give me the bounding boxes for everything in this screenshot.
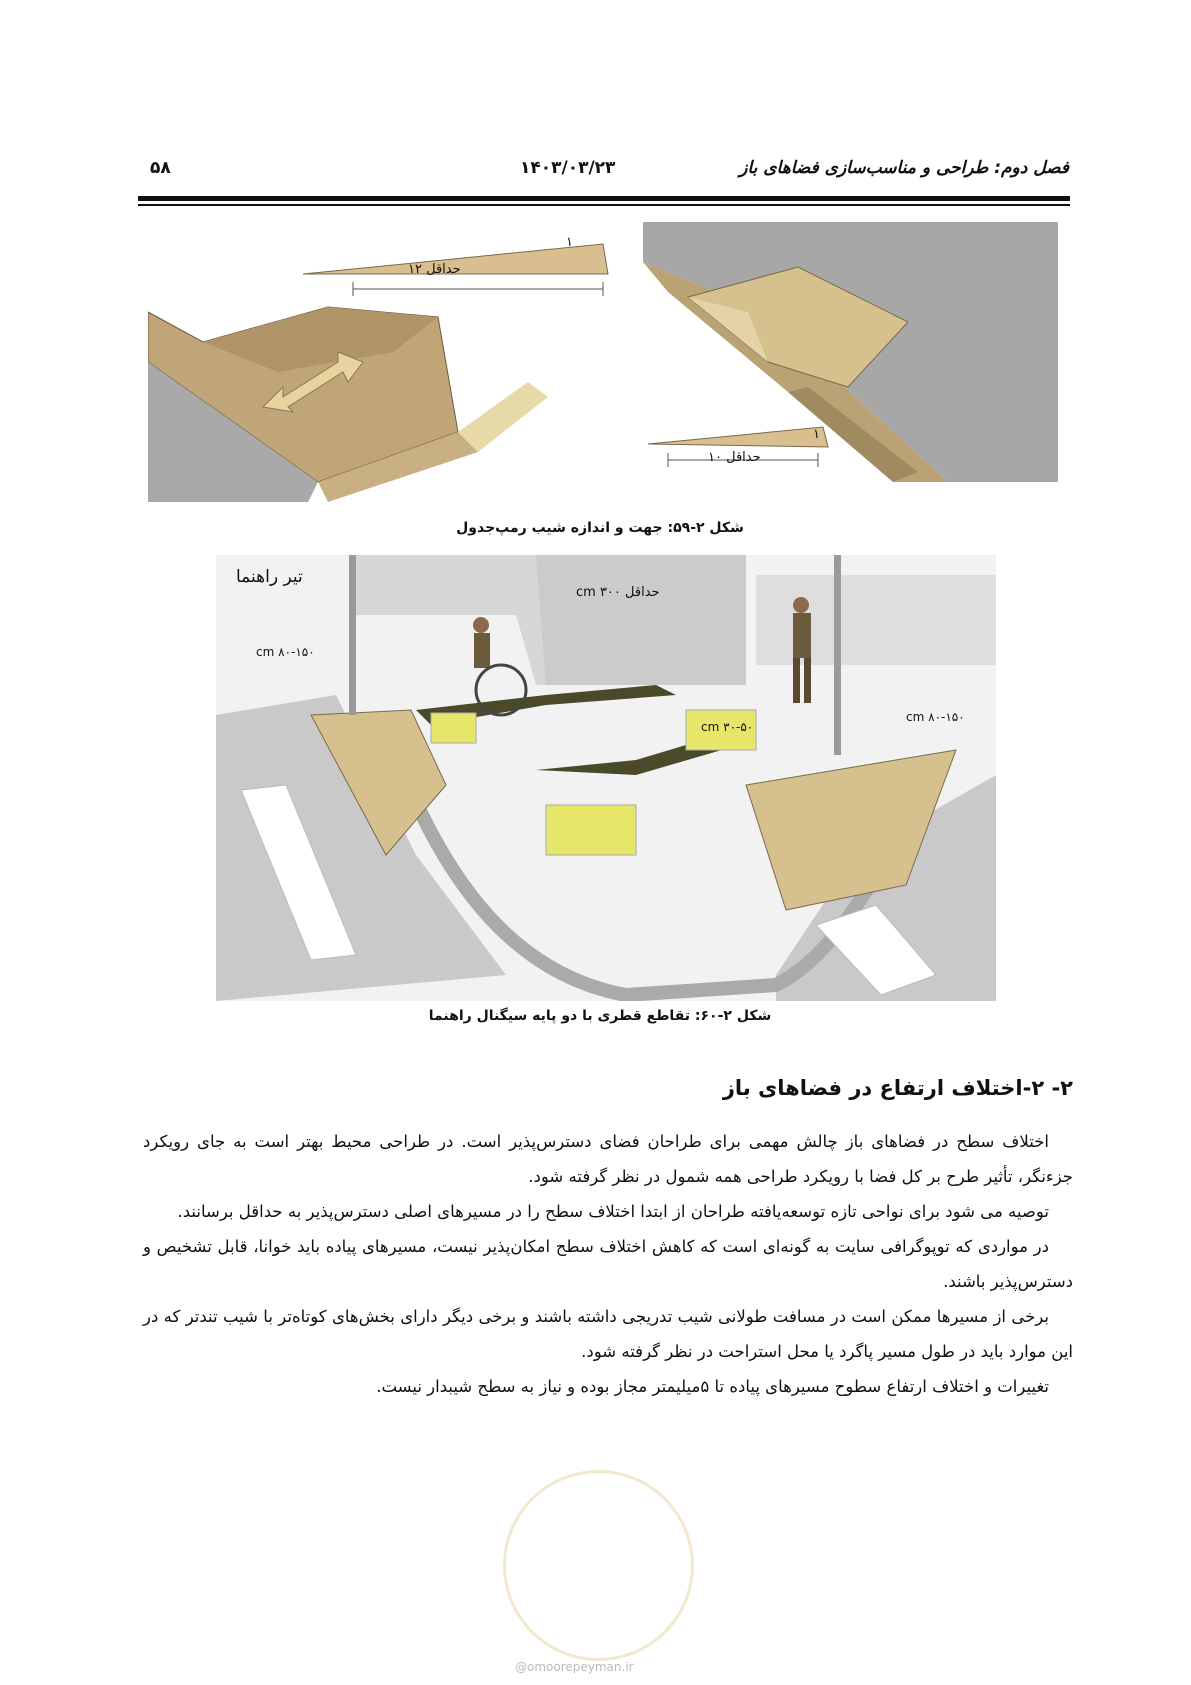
figure-60-caption: شکل ۲-۶۰: تقاطع قطری با دو پایه سیگنال راهنما bbox=[428, 1008, 772, 1024]
label-one-b: ۱ bbox=[813, 427, 820, 442]
figure-59 bbox=[148, 222, 1058, 502]
header-rule-thick bbox=[138, 196, 1070, 201]
header-date: ۱۴۰۳/۰۳/۲۳ bbox=[520, 158, 616, 178]
watermark-seal bbox=[503, 1470, 694, 1661]
label-80-150-right: ۸۰-۱۵۰ cm bbox=[906, 710, 965, 724]
paragraph-2: توصیه می شود برای نواحی تازه توسعه‌یافته طراحان از ابتدا اختلاف سطح را در مسیرهای اصلی دسترس‌پذیر به حداقل برسانند. bbox=[177, 1202, 1049, 1221]
label-min12: حداقل ۱۲ bbox=[408, 262, 461, 277]
body-text bbox=[143, 1124, 1073, 1404]
section-title: ۲- ۲-اختلاف ارتفاع در فضاهای باز bbox=[722, 1076, 1073, 1100]
label-80-150-left: ۸۰-۱۵۰ cm bbox=[256, 645, 315, 659]
paragraph-5: تغییرات و اختلاف ارتفاع سطوح مسیرهای پیاده تا ۵میلیمتر مجاز بوده و نیاز به سطح شیبدار نیست. bbox=[376, 1377, 1049, 1396]
paragraph-4: برخی از مسیرها ممکن است در مسافت طولانی شیب تدریجی داشته باشند و برخی دیگر دارای بخش‌های کوتاه‌تر با شیب تندتر که در این موارد باید در طول مسیر پاگرد یا محل استراحت در نظر گرفته شود. bbox=[143, 1307, 1073, 1361]
label-30-50: ۳۰-۵۰ cm bbox=[701, 720, 754, 734]
page-number: ۵۸ bbox=[150, 158, 171, 178]
paragraph-3: در مواردی که توپوگرافی سایت به گونه‌ای است که کاهش اختلاف سطح امکان‌پذیر نیست، مسیرهای پیاده باید خوانا، قابل تشخیص و دسترس‌پذیر باشند. bbox=[143, 1237, 1073, 1291]
header-rule-thin bbox=[138, 204, 1070, 206]
chapter-title: فصل دوم: طراحی و مناسب‌سازی فضاهای باز bbox=[739, 158, 1069, 178]
figure-59-caption: شکل ۲-۵۹: جهت و اندازه شیب رمپ‌جدول bbox=[456, 520, 744, 536]
paragraph-1: اختلاف سطح در فضاهای باز چالش مهمی برای طراحان فضای دسترس‌پذیر است. در طراحی محیط بهتر است به جای رویکرد جزءنگر، تأثیر طرح بر کل فضا با رویکرد طراحی همه شمول در نظر گرفته شود. bbox=[143, 1132, 1073, 1186]
label-one-a: ۱ bbox=[566, 235, 573, 250]
figure-60 bbox=[216, 555, 996, 1001]
watermark-text: @omoorepeyman.ir bbox=[515, 1660, 634, 1674]
label-pole: تیر راهنما bbox=[236, 567, 303, 587]
label-min300: حداقل ۳۰۰ cm bbox=[576, 585, 660, 600]
label-min10: حداقل ۱۰ bbox=[708, 450, 761, 465]
